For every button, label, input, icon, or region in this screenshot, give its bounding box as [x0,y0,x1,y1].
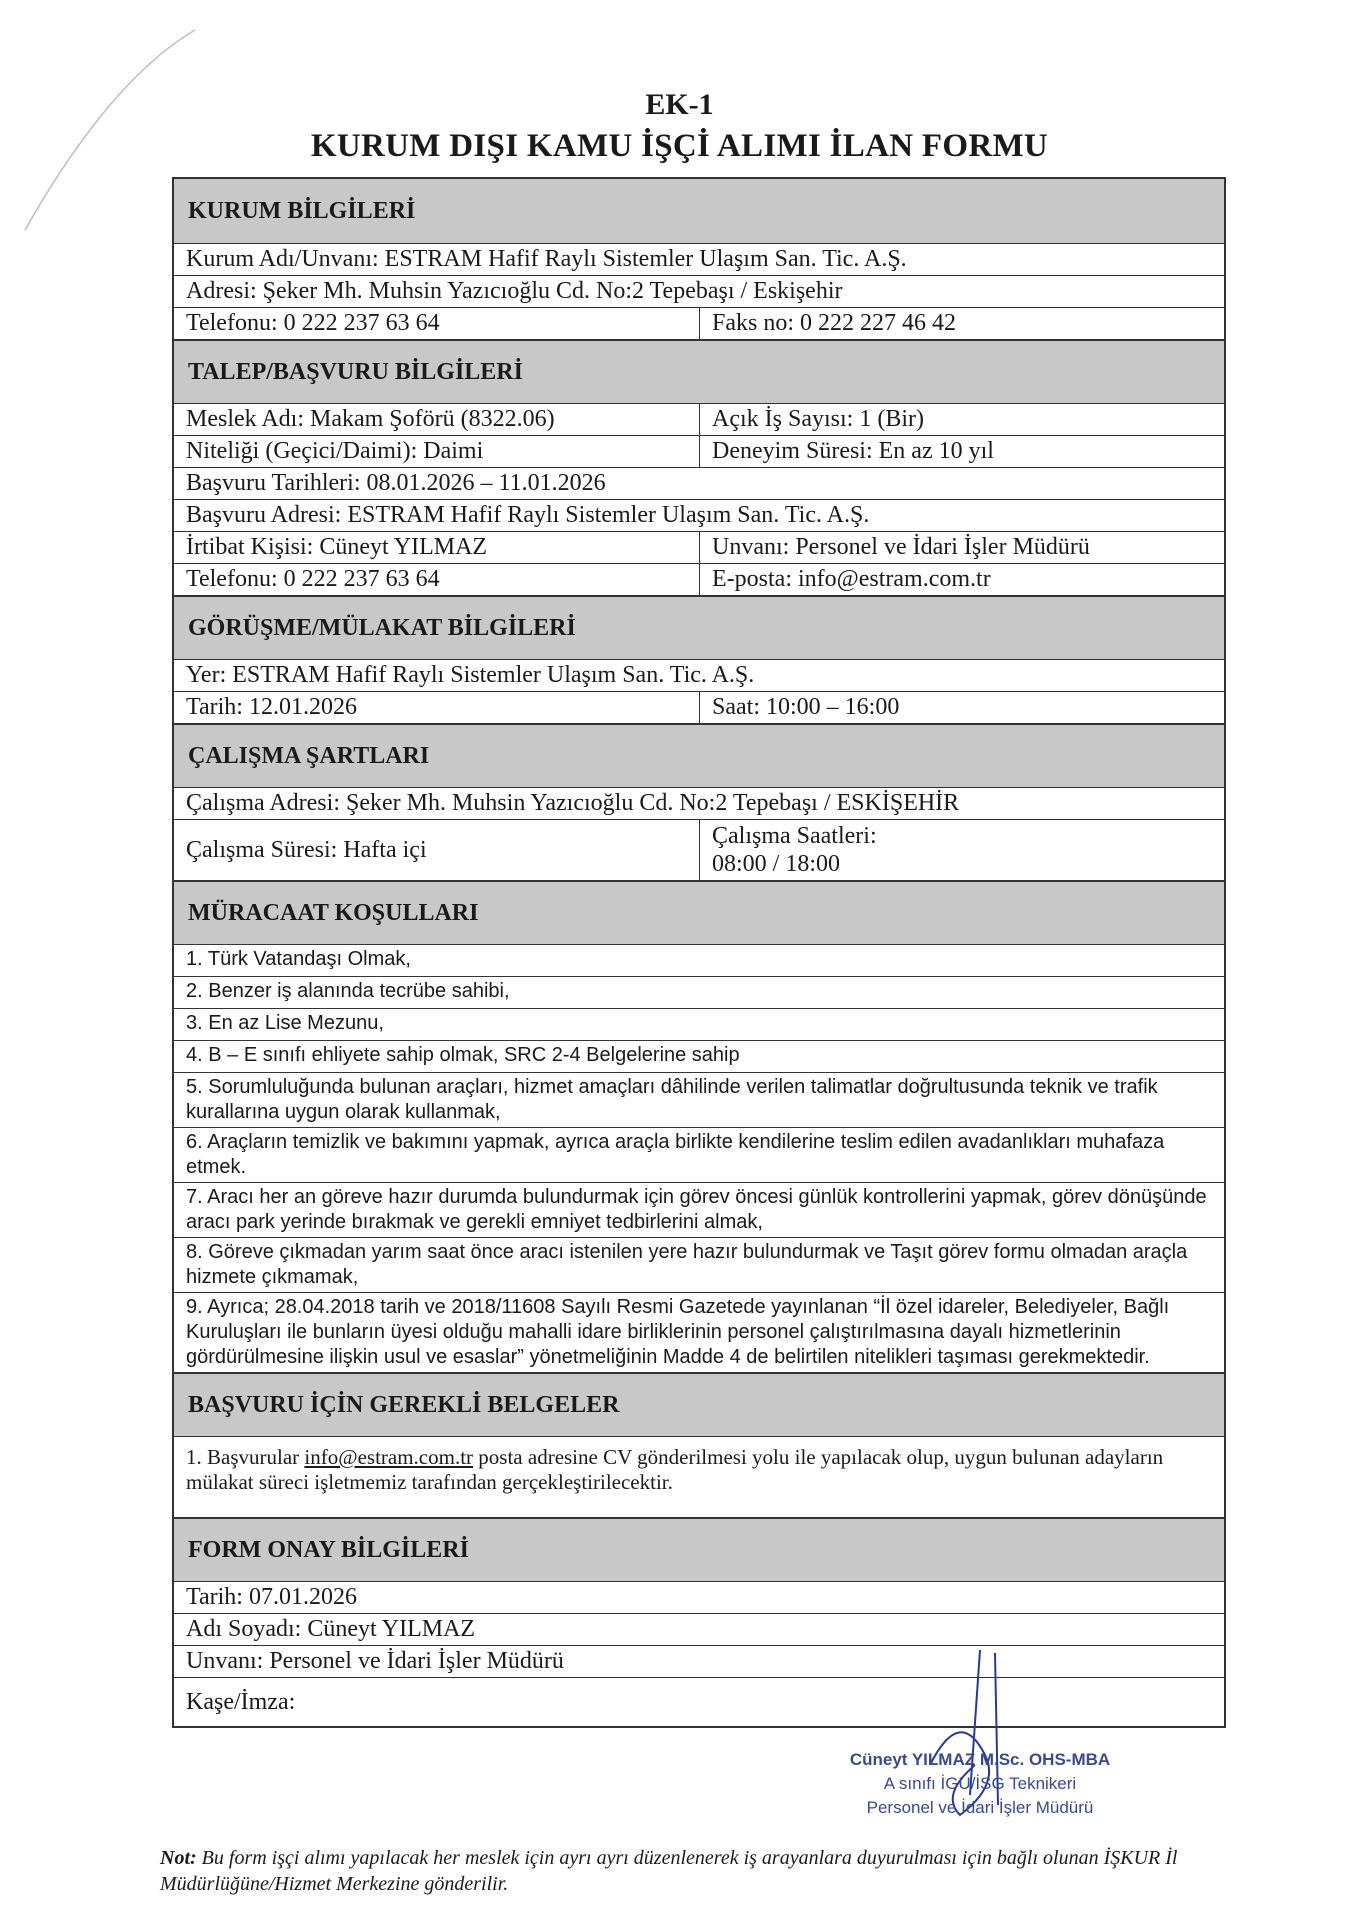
kurum-adres: Adresi: Şeker Mh. Muhsin Yazıcıoğlu Cd. No:2 Tepebaşı / Eskişehir [186,278,843,304]
belgeler-suffix: posta adresine CV gönderilmesi yolu ile yapılacak olup, uygun bulunan adayların mülakat süreci işletmemiz tarafından gerçekleştirilecektir. [186,1445,1164,1494]
kurum-telefon: Telefonu: 0 222 237 63 64 [186,310,440,336]
kurum-adi: Kurum Adı/Unvanı: ESTRAM Hafif Raylı Sistemler Ulaşım San. Tic. A.Ş. [186,246,907,272]
onay-tarih: Tarih: 07.01.2026 [186,1584,357,1610]
muracaat-item-6: 6. Araçların temizlik ve bakımını yapmak, ayrıca araçla birlikte kendilerine teslim edilen avadanlıkları muhafaza etmek. [186,1131,1165,1178]
muracaat-item-5: 5. Sorumluluğunda bulunan araçları, hizmet amaçları dâhilinde verilen talimatlar doğrultusunda teknik ve trafik kurallarına uygun olarak kullanmak, [186,1076,1158,1123]
meslek-adi: Meslek Adı: Makam Şoförü (8322.06) [186,406,555,432]
belgeler-prefix: 1. Başvurular [186,1445,305,1469]
muracaat-item-9: 9. Ayrıca; 28.04.2018 tarih ve 2018/11608 Sayılı Resmi Gazetede yayınlanan “İl özel idareler, Belediyeler, Bağlı Kuruluşları ile bunların üyesi olduğu mahalli idare birliklerinin personel çalıştırılmasına dayalı hizmetlerinin gördürülmesine ilişkin usul ve esaslar” yönetmeliğinin Madde 4 de belirtilen nitelikleri taşıması gerekmektedir. [186,1296,1170,1368]
section-kurum: KURUM BİLGİLERİ [174,179,1224,243]
belgeler-email-link[interactable]: info@estram.com.tr [304,1445,474,1469]
form-code: EK-1 [645,88,714,121]
note-text: Bu form işçi alımı yapılacak her meslek için ayrı ayrı düzenlenerek iş arayanlara duyurulması için bağlı olunan İŞKUR İl Müdürlüğüne/Hizmet Merkezine gönderilir. [160,1847,1178,1895]
irtibat-kisisi: İrtibat Kişisi: Cüneyt YILMAZ [186,534,488,560]
section-talep: TALEP/BAŞVURU BİLGİLERİ [174,339,1224,403]
footer-note [160,1845,1230,1897]
form-title: KURUM DIŞI KAMU İŞÇİ ALIMI İLAN FORMU [310,128,1049,164]
note-label: Not: [160,1847,197,1869]
form-table [172,177,1226,1728]
belgeler-text [174,1437,1224,1517]
section-belgeler: BAŞVURU İÇİN GEREKLİ BELGELER [174,1372,1224,1436]
basvuru-adresi: Başvuru Adresi: ESTRAM Hafif Raylı Sistemler Ulaşım San. Tic. A.Ş. [186,502,870,528]
stamp-title: Personel ve İdari İşler Müdürü [866,1798,1094,1817]
muracaat-item-3: 3. En az Lise Mezunu, [186,1012,384,1034]
section-gorusme: GÖRÜŞME/MÜLAKAT BİLGİLERİ [174,595,1224,659]
basvuru-tarihleri: Başvuru Tarihleri: 08.01.2026 – 11.01.2026 [186,470,606,496]
calisma-suresi: Çalışma Süresi: Hafta içi [186,837,427,863]
talep-telefon: Telefonu: 0 222 237 63 64 [186,566,440,592]
onay-adi-soyadi: Adı Soyadı: Cüneyt YILMAZ [186,1616,476,1642]
talep-eposta: E-posta: info@estram.com.tr [699,564,1224,595]
deneyim-suresi: Deneyim Süresi: En az 10 yıl [699,436,1224,467]
stamp-name: Cüneyt YILMAZ M.Sc. OHS-MBA [849,1750,1111,1769]
irtibat-unvan: Unvanı: Personel ve İdari İşler Müdürü [699,532,1224,563]
section-calisma: ÇALIŞMA ŞARTLARI [174,723,1224,787]
onay-unvan: Unvanı: Personel ve İdari İşler Müdürü [186,1648,564,1674]
muracaat-item-4: 4. B – E sınıfı ehliyete sahip olmak, SRC 2-4 Belgelerine sahip [186,1044,740,1066]
official-stamp [830,1748,1130,1820]
kurum-faks: Faks no: 0 222 227 46 42 [699,308,1224,339]
calisma-adresi: Çalışma Adresi: Şeker Mh. Muhsin Yazıcıoğlu Cd. No:2 Tepebaşı / ESKİŞEHİR [186,790,960,816]
onay-kase-imza: Kaşe/İmza: [186,1688,296,1715]
section-onay: FORM ONAY BİLGİLERİ [174,1517,1224,1581]
stamp-qualification: A sınıfı İGU/İSG Teknikeri [883,1774,1077,1793]
muracaat-item-7: 7. Aracı her an göreve hazır durumda bulundurmak için görev öncesi günlük kontrollerini yapmak, görev dönüşünde aracı park yerinde bırakmak ve gerekli emniyet tedbirlerini almak, [186,1186,1207,1233]
calisma-saatleri-value: 08:00 / 18:00 [712,851,841,877]
calisma-saatleri [699,820,1224,880]
acik-is-sayisi: Açık İş Sayısı: 1 (Bir) [699,404,1224,435]
section-muracaat: MÜRACAAT KOŞULLARI [174,880,1224,944]
gorusme-tarih: Tarih: 12.01.2026 [186,694,357,720]
muracaat-item-8: 8. Göreve çıkmadan yarım saat önce aracı istenilen yere hazır bulundurmak ve Taşıt görev formu olmadan araçla hizmete çıkmamak, [186,1241,1188,1288]
muracaat-item-2: 2. Benzer iş alanında tecrübe sahibi, [186,980,510,1002]
muracaat-item-1: 1. Türk Vatandaşı Olmak, [186,948,411,970]
calisma-saatleri-label: Çalışma Saatleri: [712,823,877,849]
gorusme-saat: Saat: 10:00 – 16:00 [699,692,1224,723]
niteligi: Niteliği (Geçici/Daimi): Daimi [186,438,484,464]
gorusme-yer: Yer: ESTRAM Hafif Raylı Sistemler Ulaşım San. Tic. A.Ş. [186,662,755,688]
